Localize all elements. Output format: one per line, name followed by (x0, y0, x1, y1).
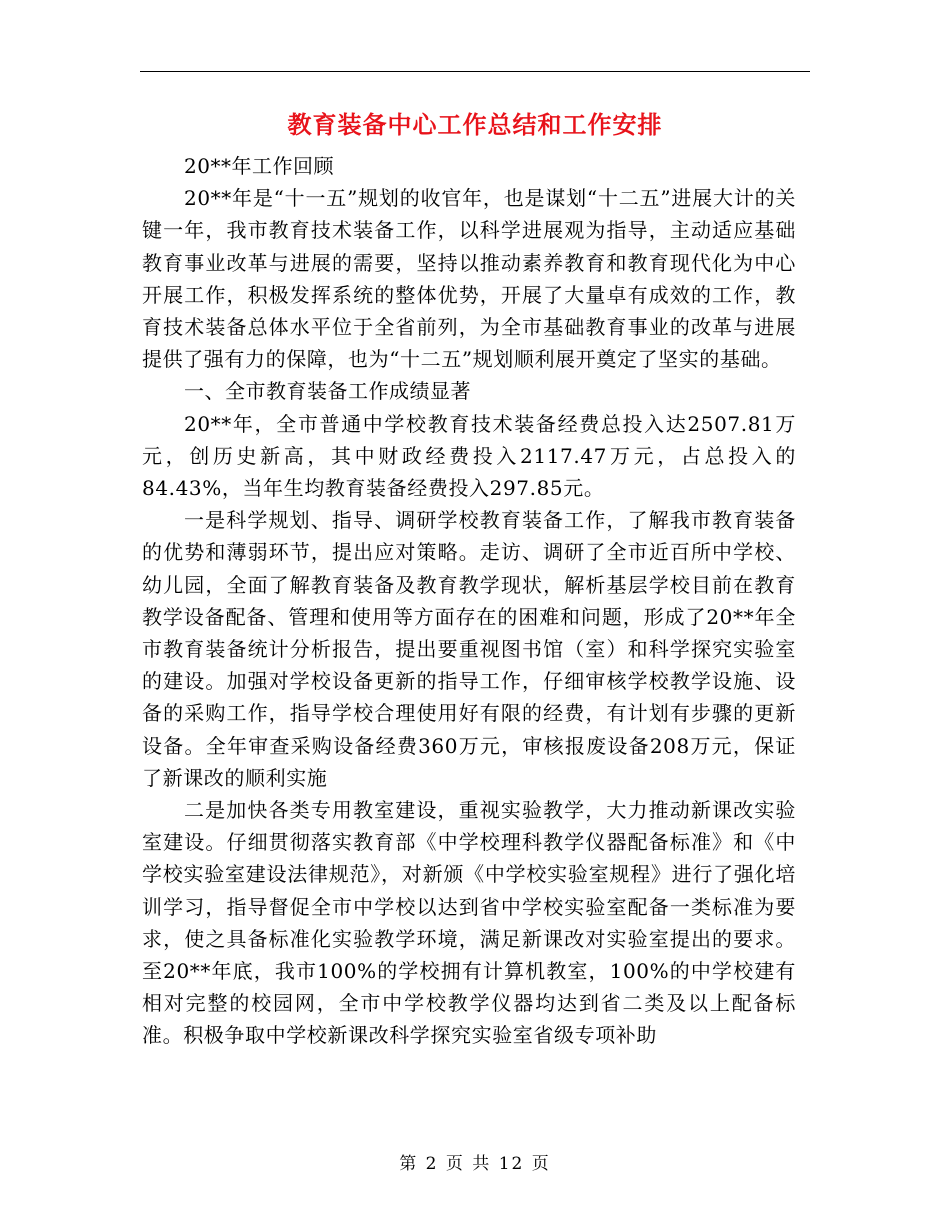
paragraph-planning: 一是科学规划、指导、调研学校教育装备工作，了解我市教育装备的优势和薄弱环节，提出应对策略。走访、调研了全市近百所中学校、幼儿园，全面了解教育装备及教育教学现状，解析基层学校目前在教育教学设备配备、管理和使用等方面存在的困难和问题，形成了20**年全市教育装备统计分析报告，提出要重视图书馆（室）和科学探究实验室的建设。加强对学校设备更新的指导工作，仔细审核学校教学设施、设备的采购工作，指导学校合理使用好有限的经费，有计划有步骤的更新设备。全年审查采购设备经费360万元，审核报废设备208万元，保证了新课改的顺利实施 (142, 508, 796, 790)
section-heading-achievements: 一、全市教育装备工作成绩显著 (184, 379, 471, 404)
paragraph-labs: 二是加快各类专用教室建设，重视实验教学，大力推动新课改实验室建设。仔细贯彻落实教育部《中学校理科教学仪器配备标准》和《中学校实验室建设法律规范》，对新颁《中学校实验室规程》进行了强化培训学习，指导督促全市中学校以达到省中学校实验室配备一类标准为要求，使之具备标准化实验教学环境，满足新课改对实验室提出的要求。至20**年底，我市100%的学校拥有计算机教室，100%的中学校建有相对完整的校园网，全市中学校教学仪器均达到省二类及以上配备标准。积极争取中学校新课改科学探究实验室省级专项补助 (142, 798, 796, 1048)
document-title: 教育装备中心工作总结和工作安排 (287, 111, 663, 139)
header-rule (140, 71, 810, 72)
document-body (142, 150, 796, 1052)
section-heading-review: 20**年工作回顾 (184, 154, 334, 178)
paragraph-intro: 20**年是“十一五”规划的收官年，也是谋划“十二五”进展大计的关键一年，我市教育技术装备工作，以科学进展观为指导，主动适应基础教育事业改革与进展的需要，坚持以推动素养教育和教育现代化为中心开展工作，积极发挥系统的整体优势，开展了大量卓有成效的工作，教育技术装备总体水平位于全省前列，为全市基础教育事业的改革与进展提供了强有力的保障，也为“十二五”规划顺利展开奠定了坚实的基础。 (142, 186, 796, 372)
page-number: 第 2 页 共 12 页 (399, 1154, 551, 1174)
paragraph-funding: 20**年，全市普通中学校教育技术装备经费总投入达2507.81万元，创历史新高，其中财政经费投入2117.47万元，占总投入的84.43%，当年生均教育装备经费投入297.85元。 (142, 411, 796, 501)
